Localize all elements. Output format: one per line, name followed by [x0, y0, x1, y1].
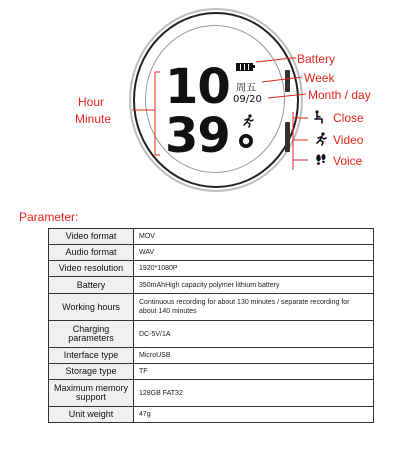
param-value: TF	[134, 364, 374, 380]
param-value: 350mAhHigh capacity polymer lithium battery	[134, 277, 374, 294]
param-value: MicroUSB	[134, 348, 374, 364]
param-key: Battery	[49, 277, 134, 294]
param-key: Charging parameters	[49, 321, 134, 348]
param-value: WAV	[134, 245, 374, 261]
annotation-lines	[0, 0, 419, 205]
watch-weekday: 周五	[236, 83, 256, 94]
label-month-day: Month / day	[308, 88, 371, 102]
param-key: Video resolution	[49, 261, 134, 277]
param-key: Unit weight	[49, 407, 134, 423]
person-running-icon	[314, 132, 328, 146]
param-key: Interface type	[49, 348, 134, 364]
watch-minute: 39	[165, 108, 230, 164]
label-voice: Voice	[333, 154, 363, 168]
label-hour: Hour	[78, 95, 105, 109]
param-key: Storage type	[49, 364, 134, 380]
param-value: MOV	[134, 229, 374, 245]
watch-diagram	[0, 0, 419, 205]
parameter-title: Parameter:	[19, 210, 79, 224]
label-battery: Battery	[297, 52, 336, 66]
table-row	[49, 277, 374, 294]
param-key: Video format	[49, 229, 134, 245]
person-sitting-icon	[312, 110, 326, 124]
param-key: Maximum memory support	[49, 380, 134, 407]
label-video: Video	[333, 133, 364, 147]
table-row	[49, 407, 374, 423]
table-row	[49, 348, 374, 364]
table-row	[49, 321, 374, 348]
table-row	[49, 364, 374, 380]
label-minute: Minute	[75, 112, 112, 126]
param-value: 47g	[134, 407, 374, 423]
param-value: DC-5V/1A	[134, 321, 374, 348]
table-row	[49, 380, 374, 407]
label-close: Close	[333, 111, 364, 125]
param-value: 128GB FAT32	[134, 380, 374, 407]
table-row	[49, 294, 374, 321]
param-key: Audio format	[49, 245, 134, 261]
param-value: 1920*1080P	[134, 261, 374, 277]
param-value: Continuous recording for about 130 minutes / separate recording for about 140 minutes	[134, 294, 374, 321]
parameter-table	[48, 228, 374, 423]
table-row	[49, 261, 374, 277]
watch-hour: 10	[165, 59, 230, 115]
watch-date: 09/20	[233, 94, 262, 105]
footprints-icon	[314, 153, 328, 167]
table-row	[49, 245, 374, 261]
param-key: Working hours	[49, 294, 134, 321]
label-week: Week	[304, 71, 335, 85]
table-row	[49, 229, 374, 245]
